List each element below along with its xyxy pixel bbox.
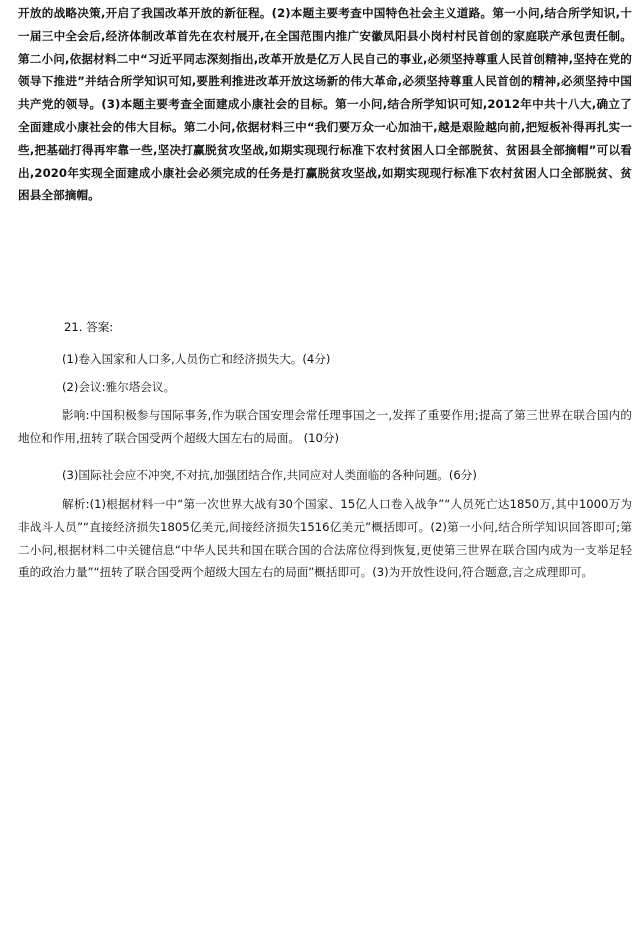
answer-part-2-impact: 影响:中国积极参与国际事务,作为联合国安理会常任理事国之一,发挥了重要作用;提高了第三世界在联合国内的地位和作用,扭转了联合国受两个超级大国左右的局面。 (10分): [18, 408, 632, 445]
analysis-paragraph-q21: 解析:(1)根据材料一中“第一次世界大战有30个国家、15亿人口卷入战争”“人员死亡达1850万,其中1000万为非战斗人员”“直接经济损失1805亿美元,间接经济损失1516亿美元”概括即可。(2)第一小问,结合所学知识回答即可;第二小问,根据材料二中关键信息“中华人民共和国在联合国的合法席位得到恢复,更使第三世界在联合国内成为一支举足轻重的政治力量”“扭转了联合国受两个超级大国左右的局面”概括即可。(3)为开放性设问,符合题意,言之成理即可。: [18, 497, 632, 580]
answer-part-1: (1)卷入国家和人口多,人员伤亡和经济损失大。(4分): [62, 352, 331, 366]
answer-part-2: (2)会议:雅尔塔会议。: [62, 380, 176, 394]
answer-heading-q21: 21. 答案:: [64, 320, 114, 334]
answer-part-3: (3)国际社会应不冲突,不对抗,加强团结合作,共同应对人类面临的各种问题。(6分): [62, 468, 477, 482]
analysis-paragraph-q20: 开放的战略决策,开启了我国改革开放的新征程。(2)本题主要考查中国特色社会主义道路。第一小问,结合所学知识,十一届三中全会后,经济体制改革首先在农村展开,在全国范围内推广安徽凤阳县小岗村村民首创的家庭联产承包责任制。第二小问,依据材料二中“习近平同志深刻指出,改革开放是亿万人民自己的事业,必须坚持尊重人民首创精神,坚持在党的领导下推进”并结合所学知识可知,要胜利推进改革开放这场新的伟大革命,必须坚持尊重人民首创的精神,必须坚持中国共产党的领导。(3)本题主要考查全面建成小康社会的目标。第一小问,结合所学知识可知,2012年中共十八大,确立了全面建成小康社会的伟大目标。第二小问,依据材料三中“我们要万众一心加油干,越是艰险越向前,把短板补得再扎实一些,把基础打得再牢靠一些,坚决打赢脱贫攻坚战,如期实现现行标准下农村贫困人口全部脱贫、贫困县全部摘帽”可以看出,2020年实现全面建成小康社会必须完成的任务是打赢脱贫攻坚战,如期实现现行标准下农村贫困人口全部脱贫、贫困县全部摘帽。: [18, 6, 632, 203]
